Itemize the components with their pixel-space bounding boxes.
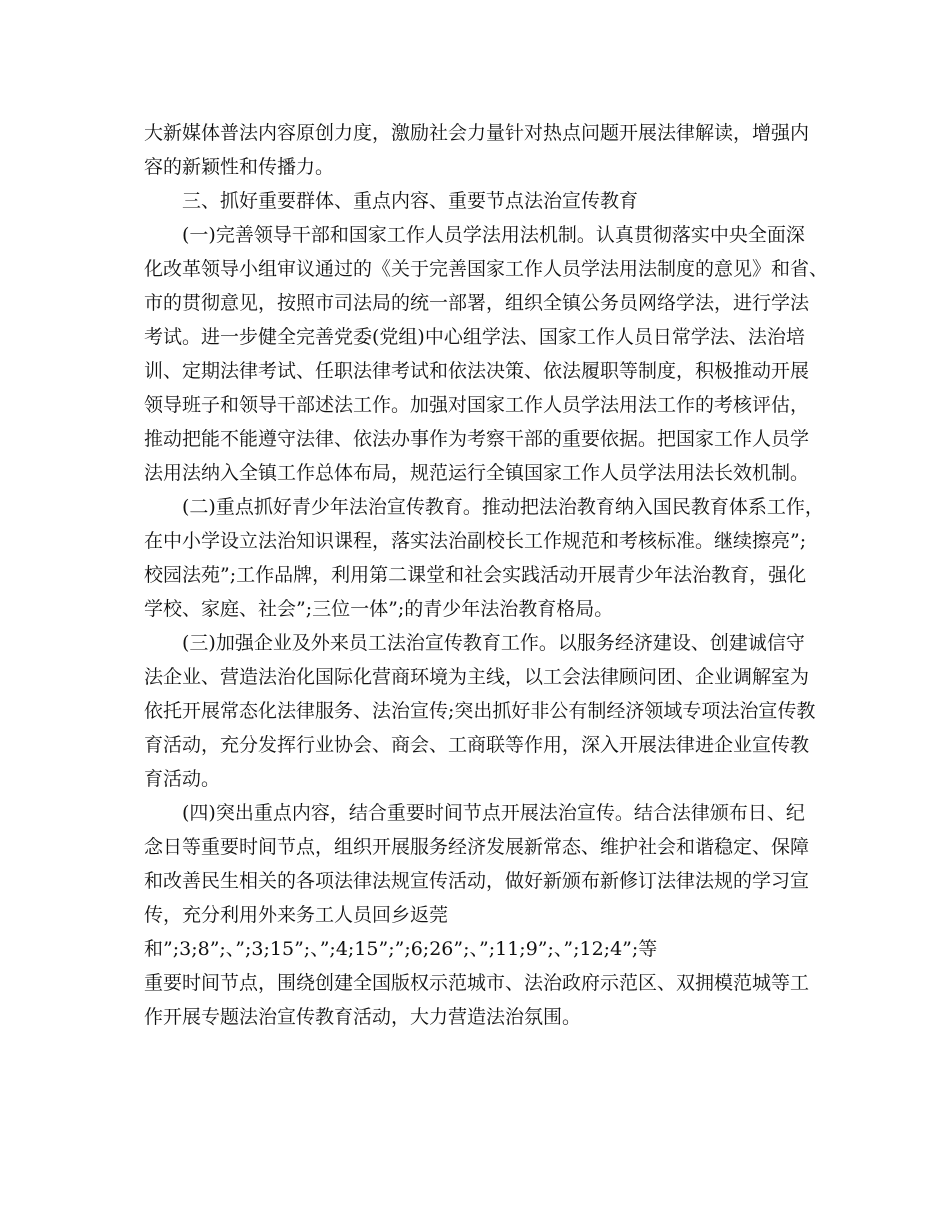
text-line: 考试。进一步健全完善党委(党组)中心组学法、国家工作人员日常学法、法治培 <box>144 326 805 348</box>
text-line: 训、定期法律考试、任职法律考试和依法决策、依法履职等制度，积极推动开展 <box>144 360 810 382</box>
text-line: 育活动。 <box>144 768 221 790</box>
text-line: 法用法纳入全镇工作总体布局，规范运行全镇国家工作人员学法用法长效机制。 <box>144 462 810 484</box>
text-line: 容的新颖性和传播力。 <box>144 156 335 178</box>
text-line: 学校、家庭、社会”;三位一体”;的青少年法治教育格局。 <box>144 598 614 620</box>
section-heading: 三、抓好重要群体、重点内容、重要节点法治宣传教育 <box>182 190 639 212</box>
text-line: 化改革领导小组审议通过的《关于完善国家工作人员学法用法制度的意见》和省、 <box>144 258 829 280</box>
text-line: 校园法苑”;工作品牌，利用第二课堂和社会实践活动开展青少年法治教育，强化 <box>144 564 807 586</box>
text-line: 念日等重要时间节点，组织开展服务经济发展新常态、维护社会和谐稳定、保障 <box>144 836 810 858</box>
text-line: 和改善民生相关的各项法律法规宣传活动，做好新颁布新修订法律法规的学习宣 <box>144 870 810 892</box>
paragraph-first-line: (四)突出重点内容，结合重要时间节点开展法治宣传。结合法律颁布日、纪 <box>182 802 805 824</box>
text-line: 育活动，充分发挥行业协会、商会、工商联等作用，深入开展法律进企业宣传教 <box>144 734 810 756</box>
text-line: 市的贯彻意见，按照市司法局的统一部署，组织全镇公务员网络学法，进行学法 <box>144 292 810 314</box>
paragraph-first-line: (一)完善领导干部和国家工作人员学法用法机制。认真贯彻落实中央全面深 <box>182 224 805 246</box>
text-line: 和”;3;8”;、”;3;15”;、”;4;15”;”;6;26”;、”;11;9”;、”;12;4”;等 <box>144 938 658 960</box>
paragraph-first-line: (二)重点抓好青少年法治宣传教育。推动把法治教育纳入国民教育体系工作， <box>182 496 824 518</box>
text-line: 在中小学设立法治知识课程，落实法治副校长工作规范和考核标准。继续擦亮”; <box>144 530 807 552</box>
text-line: 依托开展常态化法律服务、法治宣传;突出抓好非公有制经济领域专项法治宣传教 <box>144 700 816 722</box>
document-body <box>144 116 829 1034</box>
text-line: 重要时间节点，围绕创建全国版权示范城市、法治政府示范区、双拥模范城等工 <box>144 972 810 994</box>
paragraph-first-line: (三)加强企业及外来员工法治宣传教育工作。以服务经济建设、创建诚信守 <box>182 632 805 654</box>
text-line: 大新媒体普法内容原创力度，激励社会力量针对热点问题开展法律解读，增强内 <box>144 122 810 144</box>
text-line: 推动把能不能遵守法律、依法办事作为考察干部的重要依据。把国家工作人员学 <box>144 428 810 450</box>
text-line: 作开展专题法治宣传教育活动，大力营造法治氛围。 <box>144 1006 582 1028</box>
text-line: 传，充分利用外来务工人员回乡返莞 <box>144 904 449 926</box>
text-line: 法企业、营造法治化国际化营商环境为主线，以工会法律顾问团、企业调解室为 <box>144 666 810 688</box>
text-line: 领导班子和领导干部述法工作。加强对国家工作人员学法用法工作的考核评估， <box>144 394 810 416</box>
